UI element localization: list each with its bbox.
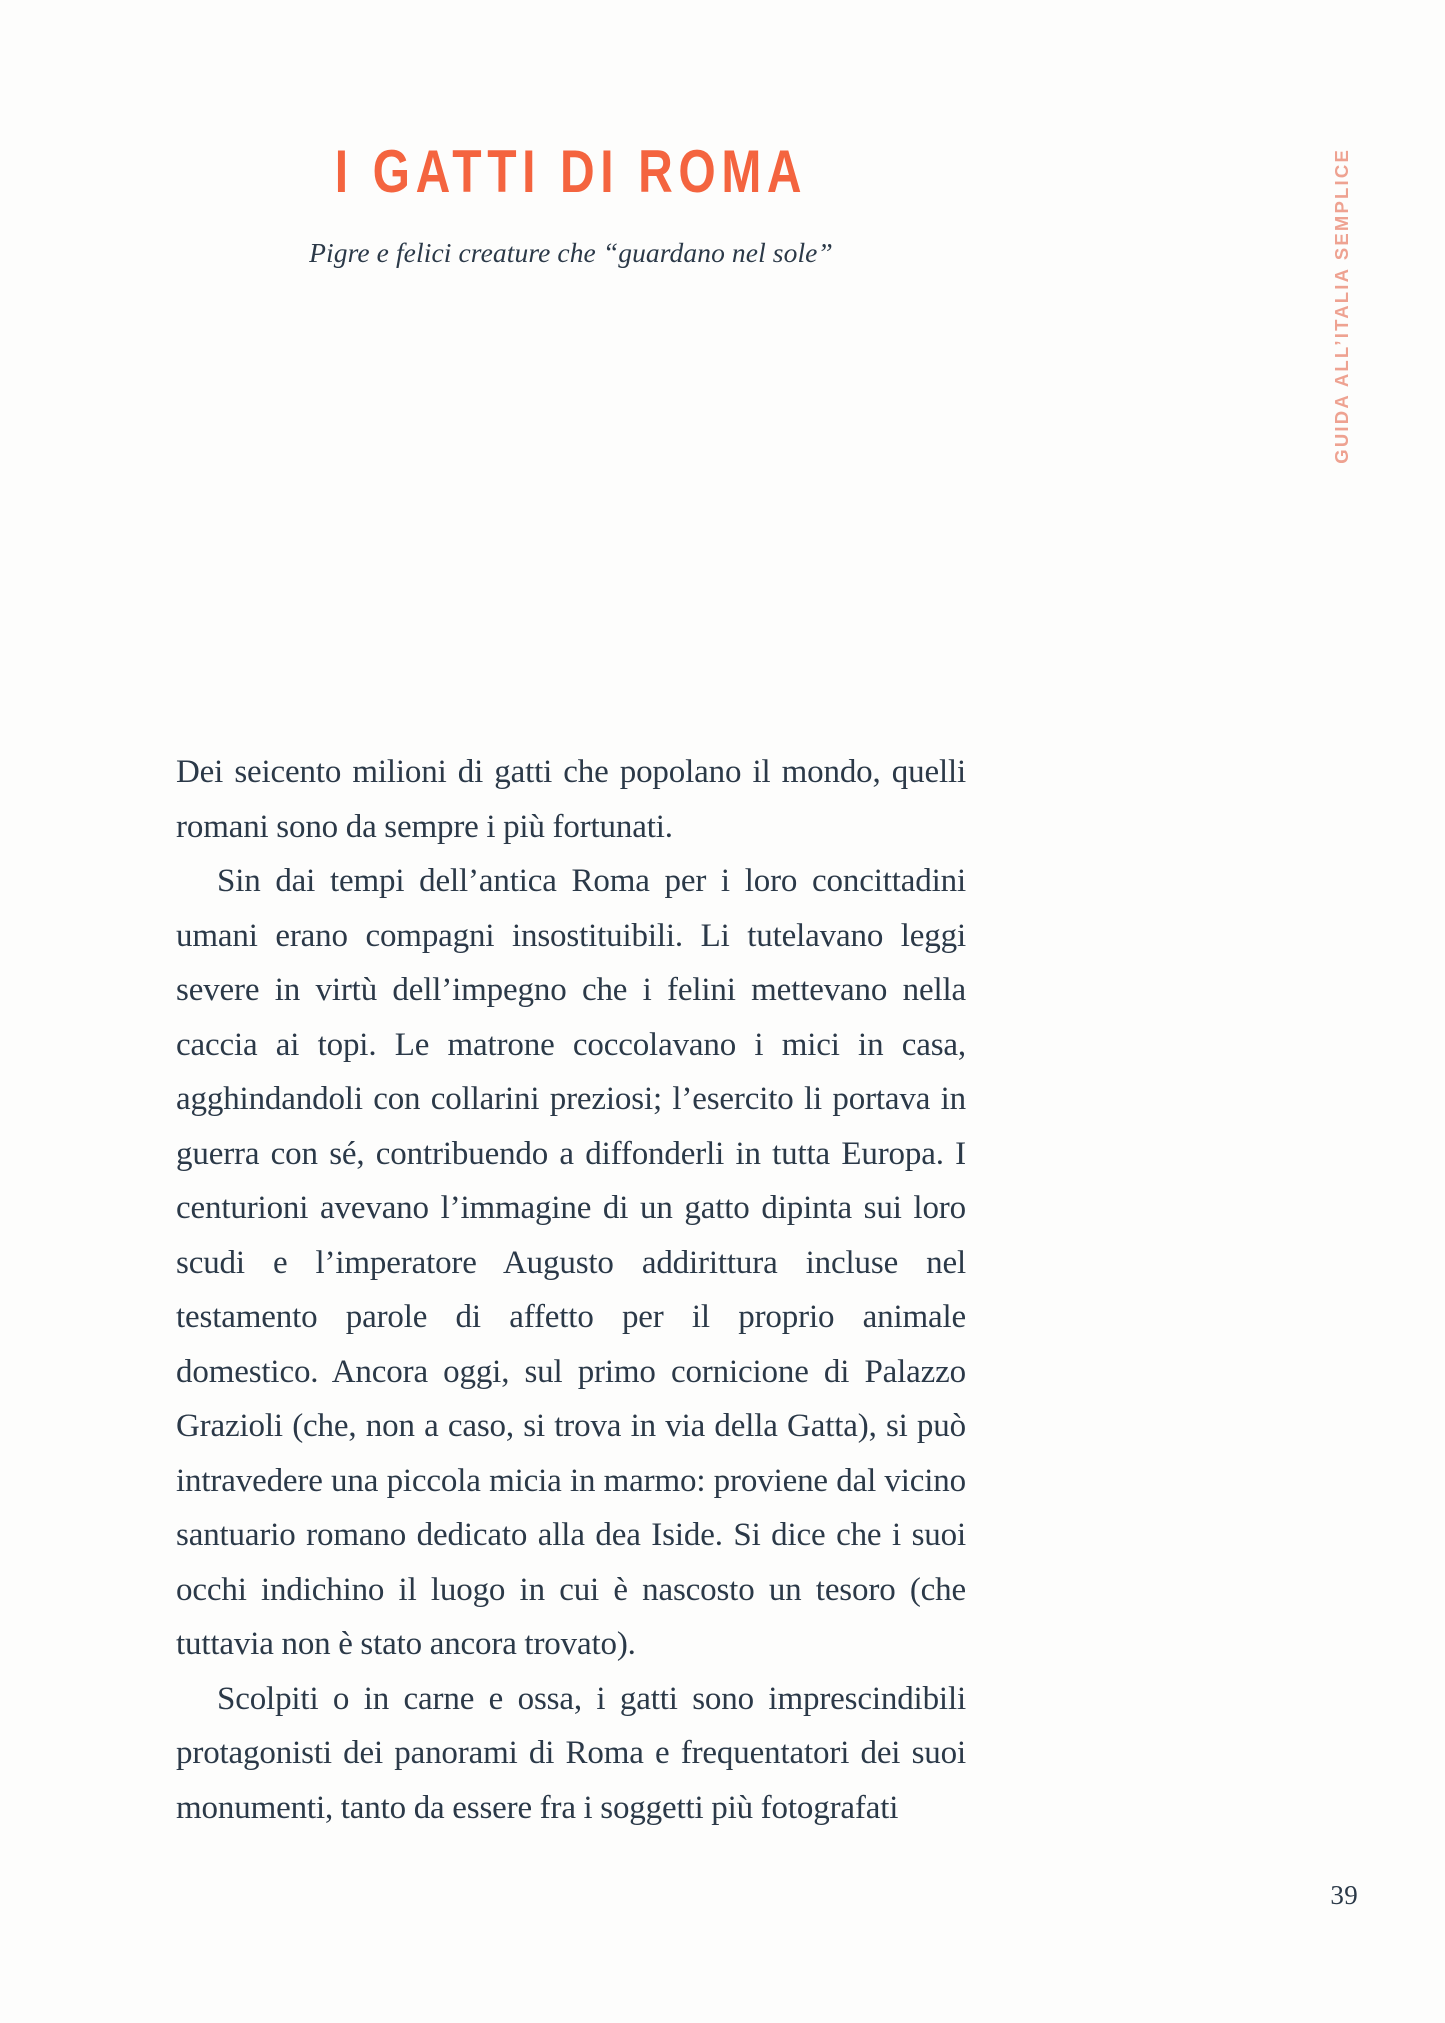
- chapter-subtitle: Pigre e felici creature che “guardano nel sole”: [309, 237, 833, 268]
- running-head: GUIDA ALL’ITALIA SEMPLICE: [1331, 148, 1352, 464]
- page-number: 39: [1330, 1880, 1358, 1910]
- body-paragraph: Sin dai tempi dell’antica Roma per i loro concittadini umani erano compagni insostituibili. Li tutelavano leggi severe in virtù dell’impegno che i felini mettevano nella caccia ai topi. Le matrone coccolavano i mici in casa, agghindandoli con collarini preziosi; l’esercito li portava in guerra con sé, contribuendo a diffonderli in tutta Europa. I centurioni avevano l’immagine di un gatto dipinta sui loro scudi e l’imperatore Augusto addirittura incluse nel testamento parole di affetto per il proprio animale domestico. Ancora oggi, sul primo cornicione di Palazzo Grazioli (che, non a caso, si trova in via della Gatta), si può intravedere una piccola micia in marmo: proviene dal vicino santuario romano dedicato alla dea Iside. Si dice che i suoi occhi indichino il luogo in cui è nascosto un tesoro (che tuttavia non è stato ancora trovato).: [176, 863, 966, 1662]
- page-title: I GATTI DI ROMA: [334, 138, 808, 205]
- body-paragraph: Dei seicento milioni di gatti che popolano il mondo, quelli romani sono da sempre i più fortunati.: [176, 754, 966, 845]
- body-paragraph: Scolpiti o in carne e ossa, i gatti sono imprescindibili protagonisti dei panorami di Roma e frequentatori dei suoi monumenti, tanto da essere fra i soggetti più fotografati: [176, 1680, 966, 1826]
- body-text-column: [176, 745, 966, 1835]
- chapter-header: [176, 140, 966, 271]
